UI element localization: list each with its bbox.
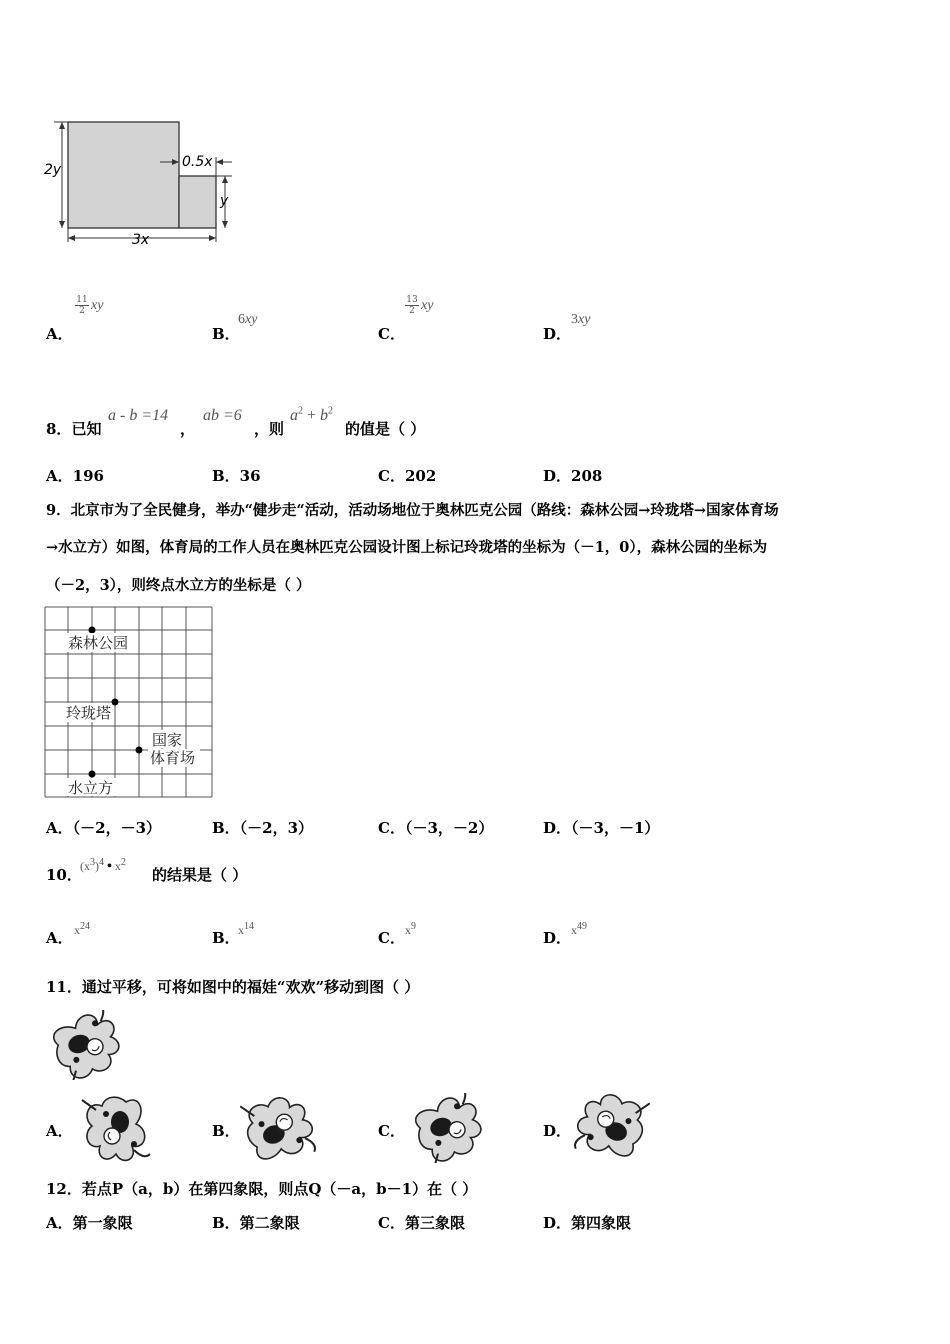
base: x [571, 923, 577, 937]
q10-option-c[interactable] [378, 927, 405, 948]
multiply-dot: • [107, 859, 112, 874]
option-letter: B． [212, 929, 240, 947]
question-number: 8． [46, 420, 72, 438]
q8-option-d[interactable]: D．208 [543, 467, 603, 485]
q10-suffix: 的结果是（ ） [152, 866, 248, 884]
option-letter: B． [212, 325, 240, 343]
q10-option-b[interactable] [212, 927, 240, 948]
base: x [405, 923, 411, 937]
forest-park-label: 森林公园 [68, 634, 129, 652]
option-letter: D． [543, 325, 572, 343]
q11-option-b-label[interactable]: B． [212, 1122, 240, 1140]
q11-text: 11．通过平移，可将如图中的福娃“欢欢”移动到图（ ） [46, 978, 420, 996]
label-y: y [220, 193, 229, 209]
q7-a-fraction [75, 295, 89, 316]
q12-text: 12．若点P（a，b）在第四象限，则点Q（－a，b－1）在（ ） [46, 1180, 478, 1198]
q7-b-expr [238, 311, 257, 328]
q11-option-d-label[interactable]: D． [543, 1122, 572, 1140]
q7-option-a[interactable] [46, 323, 73, 344]
q9-option-b[interactable]: B．（－2，3） [212, 819, 314, 837]
q8-then: ，则 [254, 420, 285, 438]
q10-option-a[interactable] [46, 927, 73, 948]
q12-option-c[interactable]: C．第三象限 [378, 1214, 465, 1232]
q11-original-figure [48, 1010, 128, 1080]
q8-option-b[interactable]: B．36 [212, 467, 261, 485]
q8-suffix: 的值是（ ） [345, 420, 426, 438]
q10-d-expr [571, 921, 587, 938]
option-letter: C． [378, 325, 405, 343]
inner-exponent: 3 [90, 857, 95, 868]
exponent: 14 [244, 921, 254, 932]
base: x [114, 859, 121, 873]
var-b: b [320, 407, 329, 424]
water-cube-point [89, 771, 96, 778]
q8-expression [290, 405, 333, 425]
exponent: 49 [577, 921, 587, 932]
coefficient: 3 [571, 312, 578, 327]
q7-a-var: xy [91, 298, 104, 313]
base: (x [80, 859, 90, 873]
q7-option-d[interactable] [543, 323, 571, 344]
base: x [74, 923, 80, 937]
exponent: 2 [120, 857, 126, 868]
q7-figure [40, 112, 240, 252]
option-letter: A． [46, 929, 73, 947]
variable: xy [245, 312, 258, 327]
stadium-point [136, 747, 143, 754]
label-05x: 0.5x [182, 154, 213, 170]
denominator: 2 [75, 305, 89, 316]
q8-condition-1: a - b =14 [108, 407, 169, 424]
base: x [238, 923, 244, 937]
forest-park-point [89, 627, 96, 634]
q7-d-expr [571, 311, 590, 328]
stadium-label-line-2: 体育场 [150, 749, 196, 767]
close-paren: ) [95, 859, 99, 873]
outer-exponent: 4 [99, 857, 104, 868]
denominator: 2 [405, 305, 419, 316]
q11-option-d-figure[interactable] [570, 1090, 650, 1160]
q10-expression [80, 857, 126, 875]
q9-option-a[interactable]: A．（－2，－3） [46, 819, 162, 837]
q10-b-expr [238, 921, 254, 938]
q8-condition-2: ab =6 [203, 407, 242, 424]
option-letter: A． [46, 325, 73, 343]
water-cube-label: 水立方 [68, 779, 114, 797]
q11-option-c-label[interactable]: C． [378, 1122, 405, 1140]
option-letter: D． [543, 929, 572, 947]
q7-option-c[interactable] [378, 323, 405, 344]
q10-number: 10． [46, 866, 82, 884]
q9-text-line-1: 9．北京市为了全民健身，举办“健步走“活动，活动场地位于奥林匹克公园（路线：森林公园→玲珑塔→国家体育场 [46, 502, 779, 519]
q12-option-a[interactable]: A．第一象限 [46, 1214, 133, 1232]
numerator: 13 [406, 295, 418, 305]
q9-map-grid [44, 606, 216, 800]
tower-label: 玲珑塔 [66, 704, 112, 722]
q8-separator: ， [180, 420, 196, 438]
q8-option-c[interactable]: C．202 [378, 467, 437, 485]
exponent: 2 [328, 405, 334, 417]
q10-c-expr [405, 921, 416, 938]
exponent: 24 [80, 921, 90, 932]
stadium-label-line-1: 国家 [152, 731, 183, 749]
label-2y: 2y [44, 162, 62, 178]
variable: xy [578, 312, 591, 327]
exponent: 2 [298, 405, 303, 417]
q9-option-d[interactable]: D．（－3，－1） [543, 819, 660, 837]
q10-option-d[interactable] [543, 927, 571, 948]
q12-option-b[interactable]: B．第二象限 [212, 1214, 300, 1232]
numerator: 11 [76, 295, 88, 305]
label-3x: 3x [132, 232, 150, 248]
q12-option-d[interactable]: D．第四象限 [543, 1214, 632, 1232]
coefficient: 6 [238, 312, 245, 327]
exponent: 9 [411, 921, 416, 932]
q9-text-line-3: （－2，3），则终点水立方的坐标是（ ） [46, 577, 311, 594]
q11-option-b-figure[interactable] [240, 1093, 320, 1163]
question-prefix: 已知 [71, 420, 102, 438]
q7-c-var: xy [421, 298, 434, 313]
q8-number-prefix [46, 418, 101, 439]
q10-a-expr [74, 921, 90, 938]
q11-option-a-figure[interactable] [76, 1095, 156, 1165]
q9-text-line-2: →水立方）如图，体育局的工作人员在奥林匹克公园设计图上标记玲珑塔的坐标为（－1，0），森林公园的坐标为 [46, 539, 768, 556]
var-a: a [290, 407, 298, 424]
q7-option-b[interactable] [212, 323, 240, 344]
plus-sign: + [303, 407, 321, 424]
q8-option-a[interactable]: A．196 [46, 467, 104, 485]
tower-point [112, 699, 119, 706]
q7-c-fraction [405, 295, 419, 316]
q11-option-a-label[interactable]: A． [46, 1122, 73, 1140]
option-letter: C． [378, 929, 405, 947]
q9-option-c[interactable]: C．（－3，－2） [378, 819, 494, 837]
q11-option-c-figure[interactable] [410, 1093, 490, 1163]
